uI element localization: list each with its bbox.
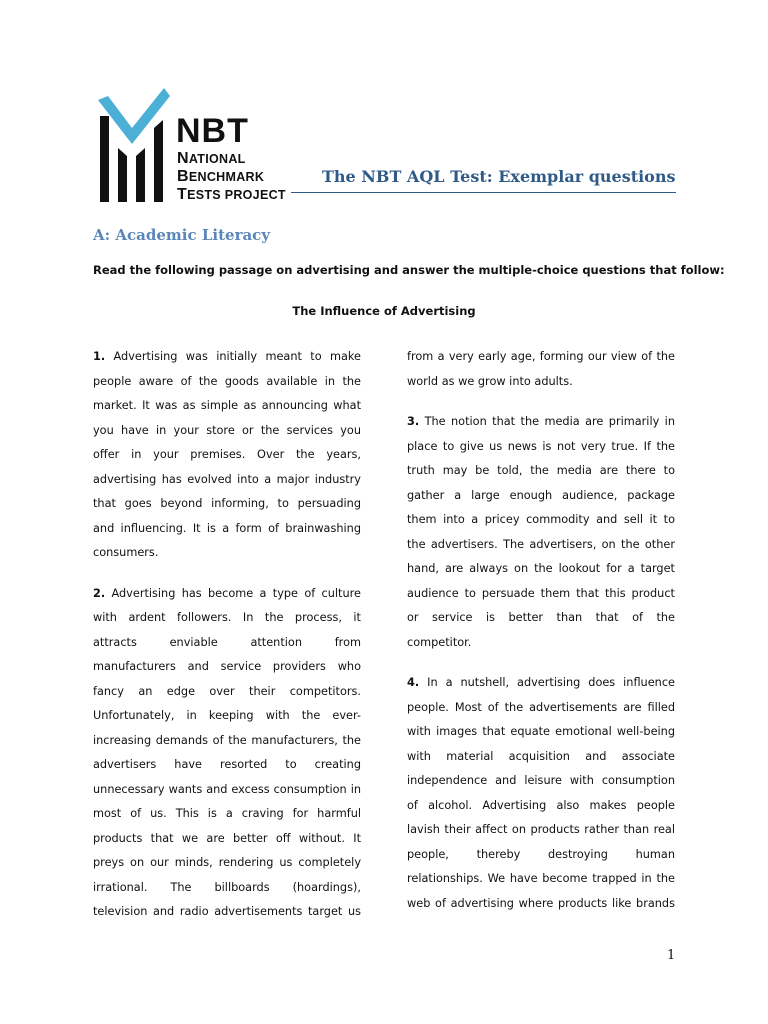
paragraph-line: competitor. <box>407 635 472 649</box>
paragraph-line: with material acquisition and associate <box>407 749 675 763</box>
paragraph-line: people aware of the goods available in the <box>93 374 361 388</box>
paragraph-3 <box>407 410 675 655</box>
document-title: The NBT AQL Test: Exemplar questions <box>322 167 676 186</box>
paragraph-line: with ardent followers. In the process, it <box>93 611 361 624</box>
paragraph-line: market. It was as simple as announcing what <box>93 399 361 412</box>
paragraph-line: with images that equate emotional well-being <box>407 725 675 738</box>
paragraph-line: from a very early age, forming our view of the <box>407 350 675 363</box>
logo-abbreviation: NBT <box>176 112 249 150</box>
paragraph-2-continued <box>407 345 675 394</box>
paragraph-line: manufacturers and service providers who <box>93 660 361 673</box>
paragraph-line: truth may be told, the media are there to <box>407 464 675 477</box>
paragraph-line: preys on our minds, rendering us completely <box>93 856 361 869</box>
paragraph-line: unnecessary wants and excess consumption in <box>93 782 361 796</box>
paragraph-line: Unfortunately, in keeping with the ever- <box>93 709 361 722</box>
nbt-logo-mark <box>96 86 176 204</box>
instruction-text: Read the following passage on advertising and answer the multiple-choice questions that follow: <box>93 263 725 277</box>
paragraph-line: television and radio advertisements target us <box>93 905 361 918</box>
paragraph-line: place to give us news is not very true. If the <box>407 439 675 453</box>
paragraph-line: 2. Advertising has become a type of culture <box>93 586 361 600</box>
paragraph-line: you have in your store or the services you <box>93 423 361 437</box>
paragraph-line: independence and leisure with consumption <box>407 774 675 787</box>
logo-bar-mid-left <box>118 148 127 202</box>
paragraph-2 <box>93 582 361 925</box>
paragraph-line: web of advertising where products like brands <box>407 896 675 910</box>
paragraph-line: attracts enviable attention from <box>93 635 361 649</box>
paragraph-1 <box>93 345 361 566</box>
title-underline <box>291 192 676 193</box>
logo-bar-left <box>100 116 109 202</box>
paragraph-line: offer in your premises. Over the years, <box>93 448 361 461</box>
paragraph-line: relationships. We have become trapped in the <box>407 872 675 885</box>
paragraph-line: hand, are always on the lookout for a target <box>407 562 675 575</box>
paragraph-line: and influencing. It is a form of brainwashing <box>93 521 361 535</box>
paragraph-line: products that we are better off without. It <box>93 831 361 845</box>
paragraph-line: increasing demands of the manufacturers, the <box>93 733 361 747</box>
paragraph-line: that goes beyond informing, to persuading <box>93 497 361 510</box>
paragraph-number: 2. <box>93 586 106 600</box>
paragraph-line: gather a large enough audience, package <box>407 488 675 502</box>
paragraph-line: people, thereby destroying human <box>407 847 675 861</box>
paragraph-line: 3. The notion that the media are primarily in <box>407 415 675 428</box>
paragraph-number: 1. <box>93 350 106 363</box>
paragraph-number: 3. <box>407 415 420 428</box>
paragraph-line: most of us. This is a craving for harmful <box>93 807 361 820</box>
paragraph-line: of alcohol. Advertising also makes people <box>407 798 675 812</box>
logo-line-benchmark: BENCHMARK <box>177 168 265 185</box>
paragraph-line: the advertisers. The advertisers, on the other <box>407 537 675 551</box>
paragraph-line: lavish their affect on products rather than real <box>407 823 675 836</box>
paragraph-line: fancy an edge over their competitors. <box>93 684 361 698</box>
paragraph-line: people. Most of the advertisements are filled <box>407 700 675 714</box>
paragraph-line: advertising has evolved into a major industry <box>93 472 361 486</box>
left-column <box>93 345 361 925</box>
right-column <box>407 345 675 916</box>
nbt-logo <box>96 86 296 206</box>
paragraph-line: audience to persuade them that this product <box>407 586 675 600</box>
page-number: 1 <box>667 948 676 963</box>
paragraph-line: world as we grow into adults. <box>407 374 573 388</box>
logo-line-tests-project: TESTS PROJECT <box>177 186 286 203</box>
passage-title: The Influence of Advertising <box>292 304 476 318</box>
paragraph-line: or service is better than that of the <box>407 611 675 624</box>
paragraph-line: consumers. <box>93 546 159 559</box>
paragraph-line: them into a pricey commodity and sell it to <box>407 513 675 526</box>
paragraph-line: irrational. The billboards (hoardings), <box>93 880 361 894</box>
logo-line-national: NATIONAL <box>177 150 246 167</box>
paragraph-line: advertisers have resorted to creating <box>93 758 361 771</box>
logo-bar-right <box>154 120 163 202</box>
paragraph-4 <box>407 671 675 916</box>
paragraph-number: 4. <box>407 676 420 689</box>
paragraph-line: 1. Advertising was initially meant to make <box>93 350 361 363</box>
paragraph-line: 4. In a nutshell, advertising does influence <box>407 676 675 689</box>
section-heading: A: Academic Literacy <box>93 226 271 244</box>
logo-bar-mid-right <box>136 148 145 202</box>
